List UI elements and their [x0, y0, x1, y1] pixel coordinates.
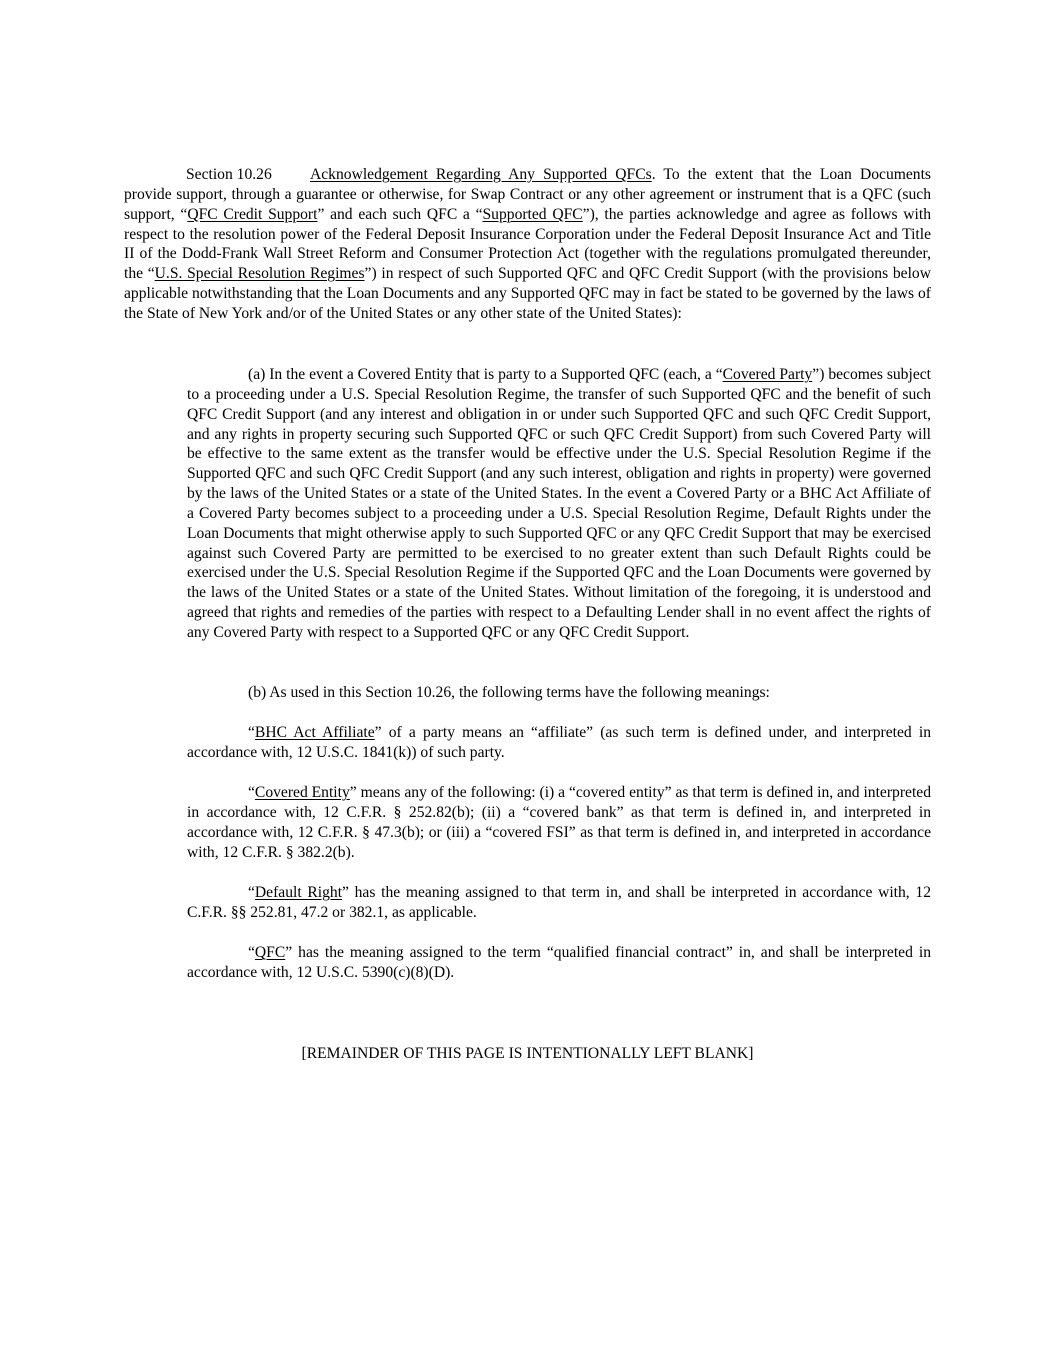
section-10-26-paragraph: [124, 165, 931, 324]
paragraph-a: [187, 365, 931, 643]
term-us-special-resolution-regimes: U.S. Special Resolution Regimes: [154, 265, 365, 283]
definition-text: ” of a party means an “affiliate” (as such term is defined under, and interpreted in accordance with, 12 U.S.C. 1841(k)) of such party.: [187, 724, 931, 761]
section-number: Section 10.26: [186, 166, 272, 183]
section-text-1: . To the extent that the Loan Documents provide support, through a guarantee or otherwise, for Swap Contract or any other agreement or instrument that is a QFC (such support, “: [124, 166, 931, 223]
section-text-2: ” and each such QFC a “: [317, 205, 483, 223]
paragraph-a-text-1: (a) In the event a Covered Entity that is party to a Supported QFC (each, a “: [248, 366, 723, 383]
section-text-3: ”), the parties acknowledge and agree as follows with respect to the resolution power of the Federal Deposit Insurance Corporation under the Federal Deposit Insurance Act and Title II of the Dodd-Frank Wall Street Reform and Consumer Protection Act (together with the regulations promulgated thereunder, the “: [124, 205, 932, 283]
definition-open-quote: “: [248, 784, 255, 801]
definition-text: ” has the meaning assigned to the term “qualified financial contract” in, and shall be interpreted in accordance with, 12 U.S.C. 5390(c)(8)(D).: [187, 944, 931, 981]
definition-open-quote: “: [248, 944, 255, 961]
term-covered-party: Covered Party: [722, 366, 813, 383]
definition-bhc-act-affiliate: [187, 723, 931, 763]
remainder-blank-notice: [REMAINDER OF THIS PAGE IS INTENTIONALLY LEFT BLANK]: [301, 1045, 754, 1062]
definition-text: ” has the meaning assigned to that term in, and shall be interpreted in accordance with, 12 C.F.R. §§ 252.81, 47.2 or 382.1, as applicable.: [187, 884, 931, 921]
paragraph-b-text: (b) As used in this Section 10.26, the following terms have the following meanings:: [248, 684, 770, 701]
term-covered-entity: Covered Entity: [254, 784, 350, 801]
definition-open-quote: “: [248, 724, 255, 741]
definition-open-quote: “: [248, 884, 255, 901]
section-text-4: ”) in respect of such Supported QFC and QFC Credit Support (with the provisions below applicable notwithstanding that the Loan Documents and any Supported QFC may in fact be stated to be governed by the laws of the State of New York and/or of the United States or any other state of the United States):: [124, 265, 931, 322]
paragraph-b: [187, 683, 931, 703]
term-qfc-credit-support: QFC Credit Support: [187, 205, 318, 223]
term-default-right: Default Right: [254, 884, 343, 901]
term-supported-qfc: Supported QFC: [482, 205, 583, 223]
paragraph-a-text-2: ”) becomes subject to a proceeding under a U.S. Special Resolution Regime, the transfer of such Supported QFC and the benefit of such QFC Credit Support (and any interest and obligation in or under such Supported QFC and such QFC Credit Support, and any rights in property securing such Supported QFC or such QFC Credit Support) from such Covered Party will be effective to the same extent as the transfer would be effective under the U.S. Special Resolution Regime if the Supported QFC and such QFC Credit Support (and any such interest, obligation and rights in property) were governed by the laws of the United States or a state of the United States. In the event a Covered Party or a BHC Act Affiliate of a Covered Party becomes subject to a proceeding under a U.S. Special Resolution Regime, Default Rights under the Loan Documents that might otherwise apply to such Supported QFC or any QFC Credit Support that may be exercised against such Covered Party are permitted to be exercised to no greater extent than such Default Rights could be exercised under the U.S. Special Resolution Regime if the Supported QFC and the Loan Documents were governed by the laws of the United States or a state of the United States. Without limitation of the foregoing, it is understood and agreed that rights and remedies of the parties with respect to a Defaulting Lender shall in no event affect the rights of any Covered Party with respect to a Supported QFC or any QFC Credit Support.: [187, 366, 931, 641]
definition-text: ” means any of the following: (i) a “covered entity” as that term is defined in, and interpreted in accordance with, 12 C.F.R. § 252.82(b); (ii) a “covered bank” as that term is defined in, and interpreted in accordance with, 12 C.F.R. § 47.3(b); or (iii) a “covered FSI” as that term is defined in, and interpreted in accordance with, 12 C.F.R. § 382.2(b).: [187, 784, 932, 861]
definition-covered-entity: [187, 783, 931, 862]
term-qfc: QFC: [254, 944, 286, 961]
term-bhc-act-affiliate: BHC Act Affiliate: [254, 724, 375, 741]
definition-qfc: [187, 943, 931, 983]
section-heading: Acknowledgement Regarding Any Supported QFCs: [310, 166, 652, 183]
definition-default-right: [187, 883, 931, 923]
